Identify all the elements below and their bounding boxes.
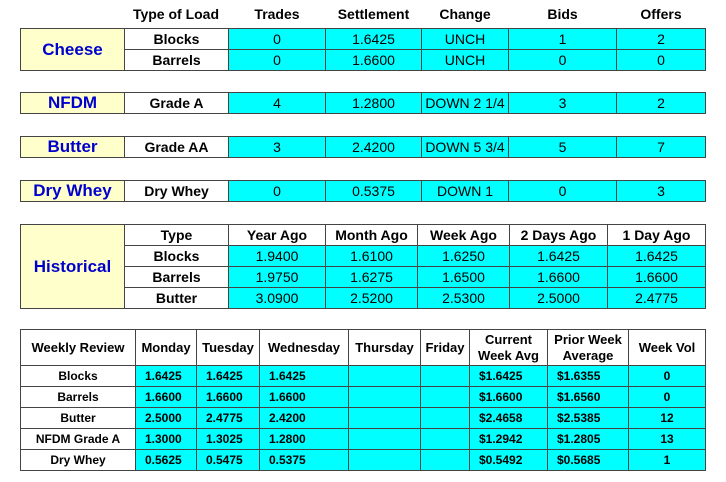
dry-whey-trades: 0 (228, 180, 326, 202)
historical-cell: 1.9750 (228, 266, 326, 288)
historical-cell: 3.0900 (228, 287, 326, 309)
weekly-cell (420, 365, 470, 387)
weekly-cell (348, 449, 421, 471)
weekly-row-label: Barrels (20, 386, 136, 408)
cheese-blocks-bids: 1 (508, 28, 617, 50)
weekly-cell: 0.5375 (259, 449, 349, 471)
weekly-cell (420, 386, 470, 408)
weekly-cell: 0.5625 (135, 449, 197, 471)
header-change: Change (439, 6, 491, 22)
dry-whey-change: DOWN 1 (421, 180, 509, 202)
weekly-cell: 1.6600 (259, 386, 349, 408)
historical-cell: 1.6500 (417, 266, 510, 288)
historical-cell: 1.6600 (509, 266, 608, 288)
header-bids: Bids (547, 6, 578, 22)
weekly-cell: $1.6560 (547, 386, 629, 408)
historical-row-type: Barrels (124, 266, 229, 288)
weekly-cell: 2.4200 (259, 407, 349, 429)
cheese-barrels-offers: 0 (616, 49, 706, 71)
weekly-cell: $1.6355 (547, 365, 629, 387)
cheese-blocks-offers: 2 (616, 28, 706, 50)
weekly-cell: $1.6425 (469, 365, 548, 387)
nfdm-offers: 2 (616, 92, 706, 114)
historical-header-2-days-ago: 2 Days Ago (509, 224, 608, 246)
weekly-cell: $1.6600 (469, 386, 548, 408)
weekly-cell: 2.5000 (135, 407, 197, 429)
historical-cell: 2.5200 (325, 287, 418, 309)
nfdm-trades: 4 (228, 92, 326, 114)
weekly-cell (348, 365, 421, 387)
cheese-barrels-type: Barrels (124, 49, 229, 71)
weekly-cell: 1.6425 (259, 365, 349, 387)
weekly-row-label: Butter (20, 407, 136, 429)
weekly-cell: 12 (628, 407, 706, 429)
weekly-header-label: Weekly Review (20, 329, 136, 366)
weekly-cell: 1.6425 (135, 365, 197, 387)
weekly-cell: 1.3025 (196, 428, 260, 450)
weekly-cell: 1 (628, 449, 706, 471)
header-offers: Offers (640, 6, 682, 22)
cheese-blocks-settlement: 1.6425 (325, 28, 422, 50)
weekly-cell: 0.5475 (196, 449, 260, 471)
nfdm-type: Grade A (124, 92, 229, 114)
weekly-cell: 0 (628, 386, 706, 408)
header-settlement: Settlement (337, 6, 410, 22)
dry-whey-type: Dry Whey (124, 180, 229, 202)
historical-header-year-ago: Year Ago (228, 224, 326, 246)
weekly-cell: 1.6600 (196, 386, 260, 408)
dry-whey-label: Dry Whey (20, 180, 125, 202)
weekly-cell: 1.6425 (196, 365, 260, 387)
nfdm-bids: 3 (508, 92, 617, 114)
weekly-cell: 2.4775 (196, 407, 260, 429)
nfdm-label: NFDM (20, 92, 125, 114)
weekly-cell (348, 428, 421, 450)
cheese-barrels-trades: 0 (228, 49, 326, 71)
weekly-header-prior-week-average: Prior Week Average (547, 329, 629, 366)
butter-type: Grade AA (124, 136, 229, 158)
weekly-cell (420, 428, 470, 450)
historical-cell: 1.9400 (228, 245, 326, 267)
weekly-cell: 1.6600 (135, 386, 197, 408)
cheese-label: Cheese (20, 28, 125, 71)
cheese-blocks-change: UNCH (421, 28, 509, 50)
butter-label: Butter (20, 136, 125, 158)
weekly-row-label: Blocks (20, 365, 136, 387)
cheese-barrels-change: UNCH (421, 49, 509, 71)
butter-settlement: 2.4200 (325, 136, 422, 158)
weekly-cell: 13 (628, 428, 706, 450)
butter-trades: 3 (228, 136, 326, 158)
butter-change: DOWN 5 3/4 (421, 136, 509, 158)
dry-whey-offers: 3 (616, 180, 706, 202)
historical-cell: 1.6425 (607, 245, 706, 267)
historical-header-type: Type (124, 224, 229, 246)
weekly-cell: $1.2805 (547, 428, 629, 450)
weekly-cell: 0 (628, 365, 706, 387)
cheese-blocks-type: Blocks (124, 28, 229, 50)
cheese-barrels-settlement: 1.6600 (325, 49, 422, 71)
historical-cell: 2.5000 (509, 287, 608, 309)
weekly-header-current-week-avg: Current Week Avg (469, 329, 548, 366)
historical-cell: 2.5300 (417, 287, 510, 309)
historical-row-type: Blocks (124, 245, 229, 267)
dry-whey-bids: 0 (508, 180, 617, 202)
historical-row-type: Butter (124, 287, 229, 309)
historical-cell: 1.6425 (509, 245, 608, 267)
weekly-header-tuesday: Tuesday (196, 329, 260, 366)
historical-cell: 1.6275 (325, 266, 418, 288)
butter-offers: 7 (616, 136, 706, 158)
historical-header-1-day-ago: 1 Day Ago (607, 224, 706, 246)
weekly-header-week-vol: Week Vol (628, 329, 706, 366)
weekly-cell: $1.2942 (469, 428, 548, 450)
weekly-cell: $2.4658 (469, 407, 548, 429)
weekly-cell (420, 407, 470, 429)
weekly-cell (420, 449, 470, 471)
dry-whey-settlement: 0.5375 (325, 180, 422, 202)
weekly-cell: $0.5492 (469, 449, 548, 471)
cheese-barrels-bids: 0 (508, 49, 617, 71)
weekly-cell: $0.5685 (547, 449, 629, 471)
weekly-header-wednesday: Wednesday (259, 329, 349, 366)
historical-cell: 1.6100 (325, 245, 418, 267)
historical-cell: 1.6600 (607, 266, 706, 288)
weekly-cell (348, 407, 421, 429)
weekly-header-monday: Monday (135, 329, 197, 366)
header-trades: Trades (254, 6, 300, 22)
weekly-row-label: NFDM Grade A (20, 428, 136, 450)
historical-cell: 2.4775 (607, 287, 706, 309)
historical-header-month-ago: Month Ago (325, 224, 418, 246)
nfdm-change: DOWN 2 1/4 (421, 92, 509, 114)
butter-bids: 5 (508, 136, 617, 158)
cheese-blocks-trades: 0 (228, 28, 326, 50)
weekly-header-thursday: Thursday (348, 329, 421, 366)
weekly-cell: 1.2800 (259, 428, 349, 450)
weekly-header-friday: Friday (420, 329, 470, 366)
weekly-cell: 1.3000 (135, 428, 197, 450)
historical-header-week-ago: Week Ago (417, 224, 510, 246)
header-type-of-load: Type of Load (132, 6, 220, 22)
weekly-cell (348, 386, 421, 408)
weekly-row-label: Dry Whey (20, 449, 136, 471)
nfdm-settlement: 1.2800 (325, 92, 422, 114)
historical-cell: 1.6250 (417, 245, 510, 267)
weekly-cell: $2.5385 (547, 407, 629, 429)
historical-label: Historical (20, 224, 125, 309)
